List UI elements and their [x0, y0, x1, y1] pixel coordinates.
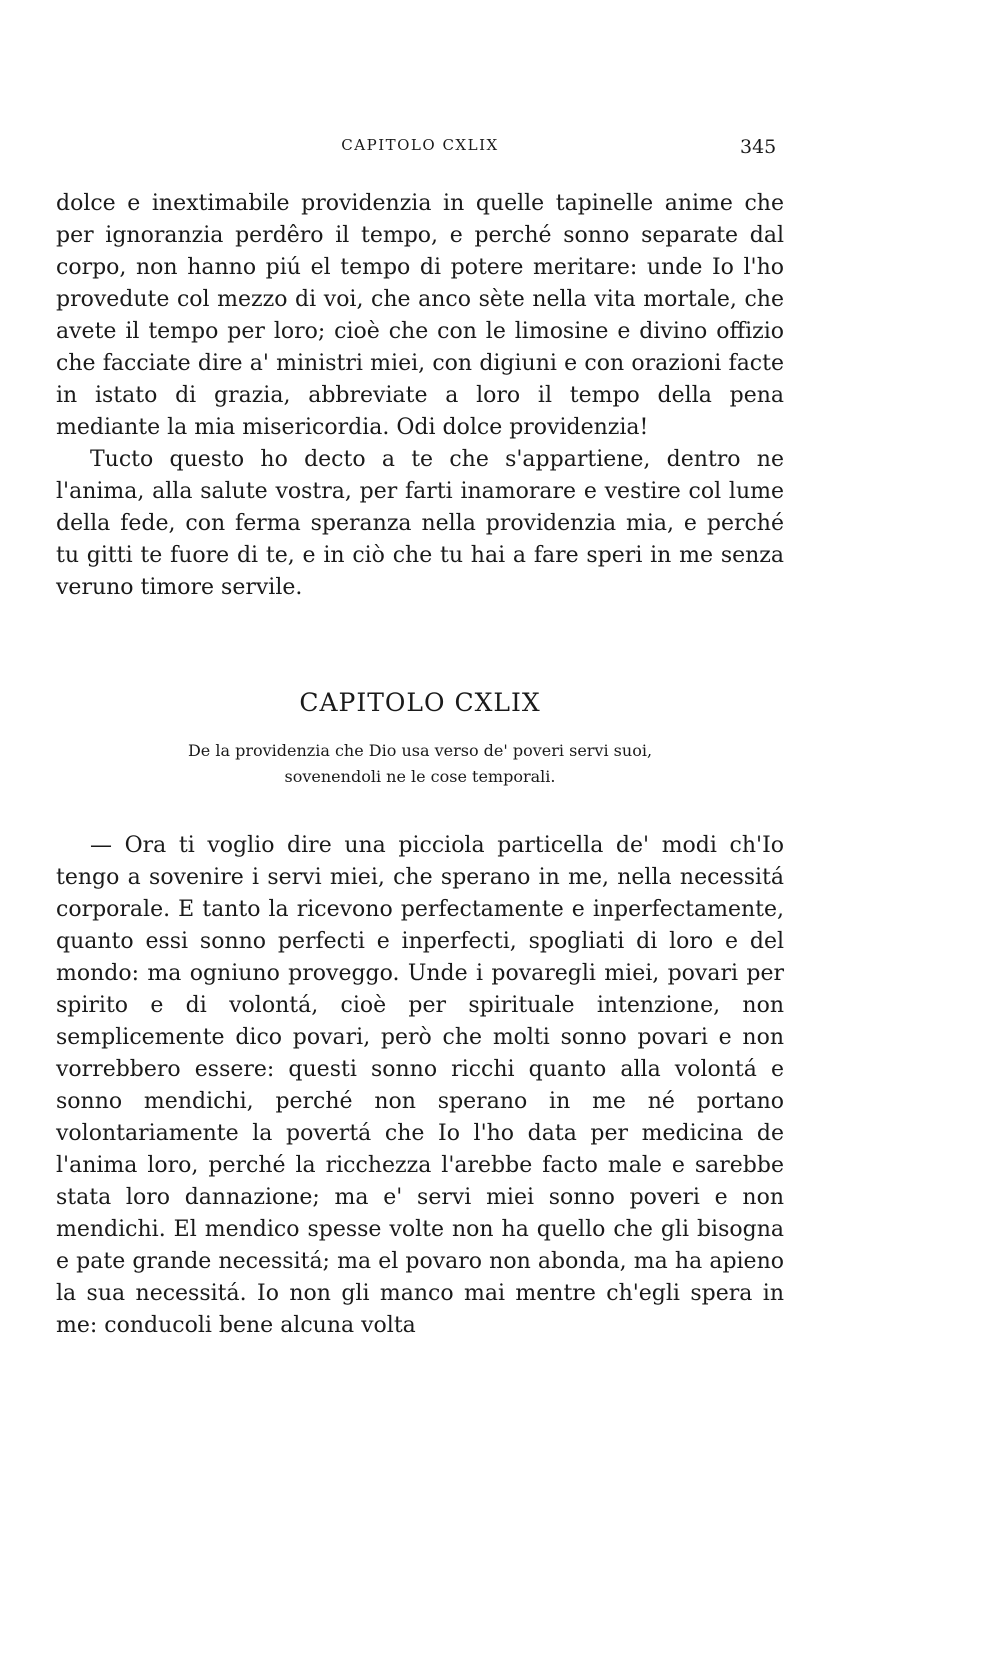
chapter-text	[56, 830, 784, 1342]
chapter-heading: CAPITOLO CXLIX	[299, 688, 541, 717]
paragraph-continuation: dolce e inextimabile providenzia in quelle tapinelle anime che per ignoranzia perdêro il tempo, e perché sonno separate dal corpo, non hanno piú el tempo di potere meritare: unde Io l'ho provedute col mezzo di voi, che anco sète nella vita mortale, che avete il tempo per loro; cioè che con le limosine e divino offizio che facciate dire a' ministri miei, con digiuni e con orazioni facte in istato di grazia, abbreviate a loro il tempo della pena mediante la mia misericordia. Odi dolce providenzia!	[56, 191, 784, 440]
running-title: CAPITOLO CXLIX	[341, 136, 499, 154]
running-head	[0, 136, 993, 160]
chapter-summary-line: De la providenzia che Dio usa verso de' poveri servi suoi,	[187, 741, 653, 760]
paragraph: — Ora ti voglio dire una picciola particella de' modi ch'Io tengo a sovenire i servi miei, che sperano in me, nella necessitá corporale. E tanto la ricevono perfectamente e inperfectamente, quanto essi sonno perfecti e inperfecti, spogliati di loro e del mondo: ma ogniuno proveggo. Unde i povaregli miei, povari per spirito e di volontá, cioè per spirituale intenzione, non semplicemente dico povari, però che molti sonno povari e non vorrebbero essere: questi sonno ricchi quanto alla volontá e sonno mendichi, perché non sperano in me né portano volontariamente la povertá che Io l'ho data per medicina de l'anima loro, perché la ricchezza l'arebbe facto male e sarebbe stata loro dannazione; ma e' servi miei sonno poveri e non mendichi. El mendico spesse volte non ha quello che gli bisogna e pate grande necessitá; ma el povaro non abonda, ma ha apieno la sua necessitá. Io non gli manco mai mentre ch'egli spera in me: conducoli bene alcuna volta	[56, 833, 784, 1338]
page-number: 345	[740, 136, 777, 158]
chapter-summary-line: sovenendoli ne le cose temporali.	[284, 767, 556, 786]
continued-text	[56, 188, 784, 604]
chapter-summary	[100, 738, 740, 790]
paragraph: Tucto questo ho decto a te che s'appartiene, dentro ne l'anima, alla salute vostra, per farti inamorare e vestire col lume della fede, con ferma speranza nella providenzia mia, e perché tu gitti te fuore di te, e in ciò che tu hai a fare speri in me senza veruno timore servile.	[56, 447, 784, 600]
